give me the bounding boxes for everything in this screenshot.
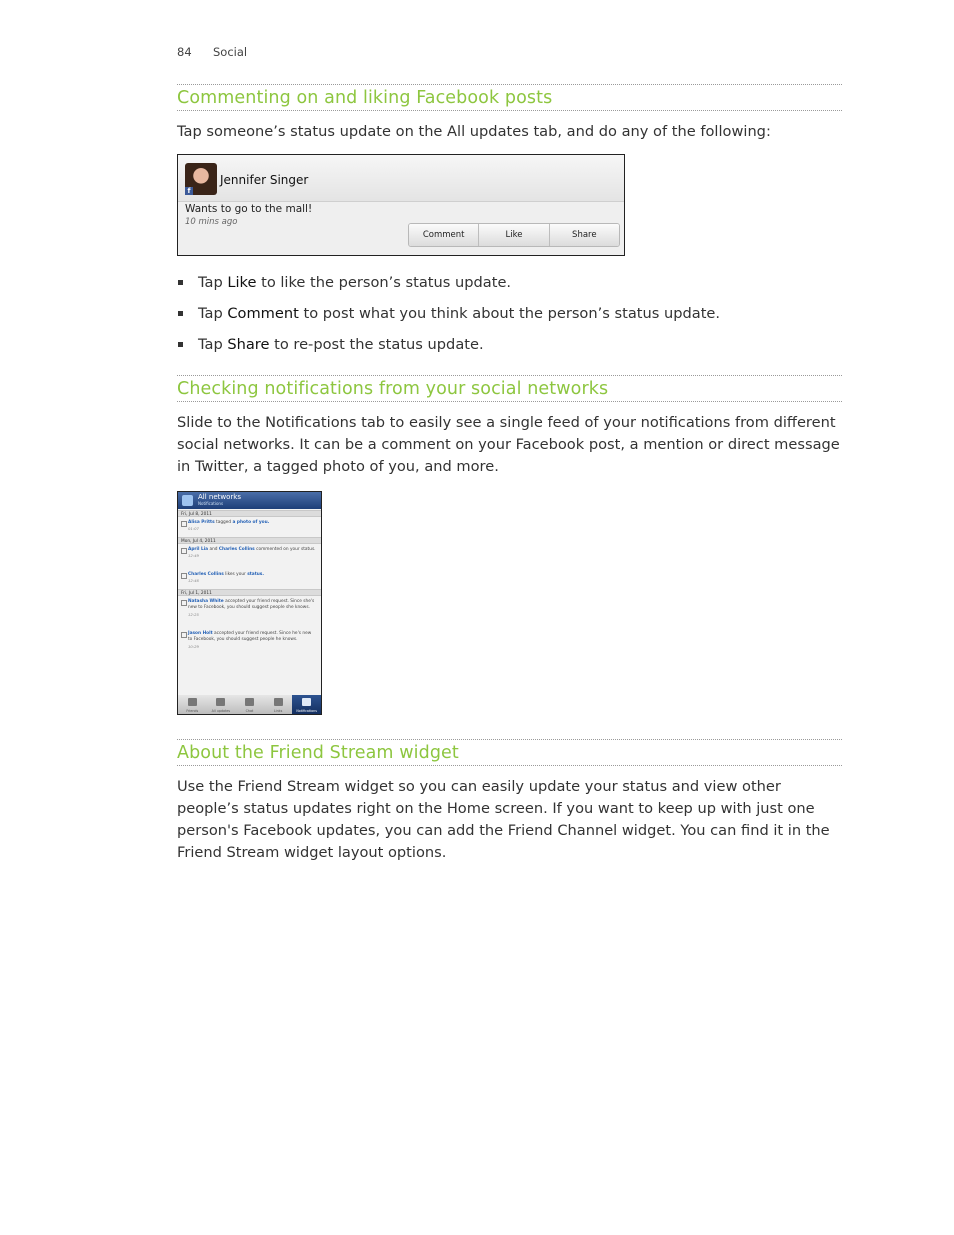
friend-stream-logo-icon <box>182 495 193 506</box>
like-button[interactable]: Like <box>479 224 549 246</box>
section-intro: Tap someone’s status update on the All updates tab, and do any of the following: <box>177 123 771 140</box>
tab-label: All updates <box>211 709 231 713</box>
updates-icon <box>216 698 225 706</box>
notification-item[interactable] <box>188 631 316 650</box>
bullet-text: to like the person’s status update. <box>256 274 512 291</box>
notification-link: Charles Collins <box>218 547 255 552</box>
bullet-square-icon <box>178 311 183 316</box>
page-number: 84 <box>177 45 192 59</box>
notifications-titlebar <box>178 492 321 509</box>
bullet-text: to re-post the status update. <box>269 336 484 353</box>
notification-item[interactable] <box>188 547 316 560</box>
section-rule-bottom <box>177 110 842 111</box>
notification-time: 10:29 <box>188 643 199 649</box>
notifications-title: All networks <box>198 493 241 501</box>
notification-name: Jason Holt <box>188 631 213 636</box>
tab-label: Chat <box>245 709 254 713</box>
facebook-post-screenshot <box>177 154 625 256</box>
day-header: Mon, Jul 4, 2011 <box>178 537 321 544</box>
section-heading-commenting: Commenting on and liking Facebook posts <box>177 88 553 108</box>
notification-text: commented on your status. <box>254 547 316 552</box>
running-header <box>177 45 247 59</box>
post-author: Jennifer Singer <box>220 173 309 187</box>
notification-time: 12:49 <box>188 553 199 559</box>
notification-name: Natasha White <box>188 599 224 604</box>
section-rule-top <box>177 84 842 85</box>
chapter-title: Social <box>213 45 248 59</box>
notification-icon <box>181 632 187 638</box>
list-item <box>177 303 842 334</box>
tab-links[interactable] <box>264 695 293 714</box>
section-rule-bottom <box>177 401 842 402</box>
post-message: Wants to go to the mall! <box>185 203 313 215</box>
link-icon <box>274 698 283 706</box>
tab-friends[interactable] <box>178 695 207 714</box>
day-header: Fri, Jul 1, 2011 <box>178 589 321 596</box>
notification-time: 01:07 <box>188 526 199 532</box>
notification-link: status. <box>247 572 265 577</box>
section-rule-top <box>177 375 842 376</box>
list-item <box>177 334 842 365</box>
section-rule-top <box>177 739 842 740</box>
bullet-text: Tap <box>198 274 228 291</box>
tab-all-updates[interactable] <box>207 695 236 714</box>
keyword-share: Share <box>227 336 270 353</box>
notification-link: a photo of you. <box>232 520 270 525</box>
notification-text: accepted your friend request. Since she's new to Facebook, you should suggest people she knows. <box>188 599 315 611</box>
notification-name: Charles Collins <box>188 572 224 577</box>
keyword-comment: Comment <box>227 305 299 322</box>
bullet-square-icon <box>178 342 183 347</box>
notification-icon <box>181 573 187 579</box>
chat-icon <box>245 698 254 706</box>
notification-text: likes your <box>223 572 248 577</box>
post-time: 10 mins ago <box>185 217 238 227</box>
tab-label: Links <box>273 709 283 713</box>
notification-icon <box>181 548 187 554</box>
notification-name: Alisa Pritts <box>188 520 215 525</box>
list-item <box>177 272 842 303</box>
notification-item[interactable] <box>188 599 316 618</box>
bullet-square-icon <box>178 280 183 285</box>
section-body-notifications: Slide to the Notifications tab to easily see a single feed of your notifications from different social networks. It can be a comment on your Facebook post, a mention or direct message in Twitter, a tagged photo of you, and more. <box>177 414 840 475</box>
notification-item[interactable] <box>188 520 316 533</box>
notification-text: and <box>208 547 219 552</box>
notification-bell-icon <box>302 698 311 706</box>
bullet-text: to post what you think about the person’s status update. <box>298 305 721 322</box>
comment-button[interactable]: Comment <box>409 224 479 246</box>
tab-label: Friends <box>186 709 199 713</box>
friends-icon <box>188 698 197 706</box>
share-button[interactable]: Share <box>550 224 619 246</box>
tab-chat[interactable] <box>235 695 264 714</box>
notification-icon <box>181 600 187 606</box>
tab-notifications[interactable] <box>292 695 321 714</box>
notification-text: tagged <box>214 520 233 525</box>
notifications-screenshot <box>177 491 322 715</box>
section-rule-bottom <box>177 765 842 766</box>
section-heading-friend-stream: About the Friend Stream widget <box>177 743 459 763</box>
bullet-text: Tap <box>198 305 228 322</box>
notification-item[interactable] <box>188 572 316 585</box>
notification-icon <box>181 521 187 527</box>
section-heading-notifications: Checking notifications from your social networks <box>177 379 609 399</box>
section-body-friend-stream: Use the Friend Stream widget so you can easily update your status and view other people’s status updates right on the Home screen. If you want to keep up with just one person's Facebook updates, you can add the Friend Channel widget. You can find it in the Friend Stream widget layout options. <box>177 778 830 861</box>
notification-text: accepted your friend request. Since he's new to Facebook, you should suggest people he knows. <box>188 631 312 643</box>
notifications-subtitle: Notifications <box>198 501 224 506</box>
action-list <box>177 272 842 365</box>
keyword-like: Like <box>227 274 257 291</box>
bottom-tab-bar <box>178 695 321 714</box>
facebook-badge-icon: f <box>185 187 193 195</box>
notification-name: April Lia <box>188 547 209 552</box>
notification-time: 12:46 <box>188 578 199 584</box>
bullet-text: Tap <box>198 336 228 353</box>
day-header: Fri, Jul 8, 2011 <box>178 510 321 517</box>
post-header <box>178 155 624 202</box>
notification-time: 12:25 <box>188 611 199 617</box>
tab-label: Notifications <box>296 709 317 713</box>
post-actions <box>408 223 620 247</box>
